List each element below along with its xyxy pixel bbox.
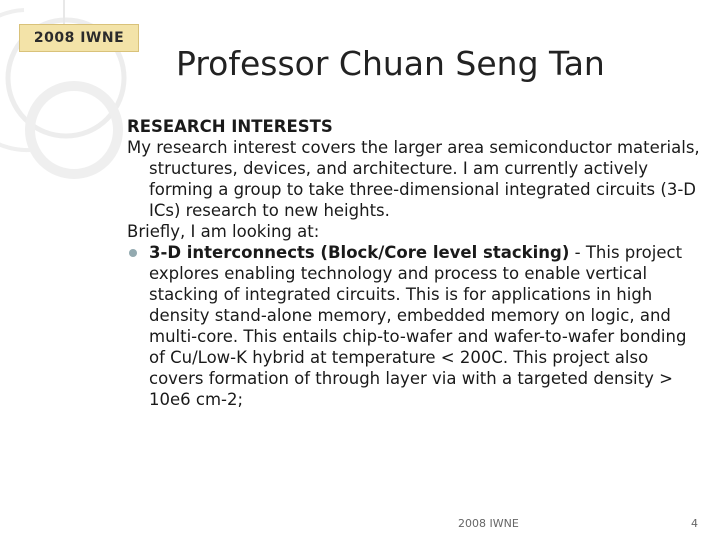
bullet-title: 3-D interconnects (Block/Core level stacking) [149, 243, 570, 262]
briefly-line: Briefly, I am looking at: [127, 222, 320, 241]
slide-title: Professor Chuan Seng Tan [176, 44, 605, 83]
footer-text: 2008 IWNE [458, 517, 519, 530]
bullet-item [127, 242, 702, 410]
page-number: 4 [691, 517, 698, 530]
slide-body [127, 116, 702, 410]
section-heading: RESEARCH INTERESTS [127, 117, 333, 136]
intro-paragraph: My research interest covers the larger area semiconductor materials, structures, devices, and architecture. I am currently actively forming a group to take three-dimensional integrated circuits (3-D ICs) research to new heights. [127, 138, 700, 220]
event-badge: 2008 IWNE [19, 24, 139, 52]
bullet-dot-icon [129, 249, 137, 257]
bullet-text: - This project explores enabling technology and process to enable vertical stacking of integrated circuits. This is for applications in high density stand-alone memory, embedded memory on logic, and multi-core. This entails chip-to-wafer and wafer-to-wafer bonding of Cu/Low-K hybrid at temperature < 200C. This project also covers formation of through layer via with a targeted density > 10e6 cm-2; [149, 243, 687, 409]
